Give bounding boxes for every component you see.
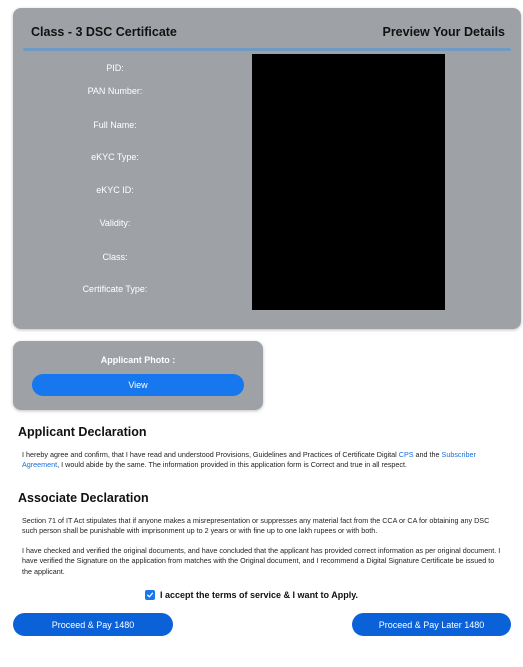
preview-details-card — [13, 8, 521, 329]
field-label-pid: PID: — [106, 63, 124, 73]
checkmark-icon — [146, 591, 154, 599]
card-divider — [23, 48, 511, 51]
associate-declaration-para-1: Section 71 of IT Act stipulates that if anyone makes a misrepresentation or suppresses any material fact from the CCA or CA for obtaining any DSC such person shall be punishable with imprisonment up to 2 years or with fine up to one lakh rupees or with both. — [22, 516, 490, 536]
associate-declaration-heading: Associate Declaration — [18, 491, 149, 505]
associate-declaration-para-2: I have checked and verified the original documents, and have concluded that the applicant has provided correct information as per original document. I have verified the Signature on the application from matches with the Original document, and I recommend a Digital Signature Certificate be issued to the applicant. — [22, 546, 501, 576]
declaration-text-part: I hereby agree and confirm, that I have read and understood Provisions, Guidelines and Practices of Certificate Digital — [22, 450, 399, 459]
proceed-pay-later-button[interactable]: Proceed & Pay Later 1480 — [352, 613, 511, 636]
terms-acceptance-row — [145, 590, 358, 600]
terms-label: I accept the terms of service & I want to Apply. — [160, 590, 359, 600]
subscriber-agreement-link[interactable]: Subscriber Agreement — [22, 450, 476, 470]
preview-details-heading: Preview Your Details — [382, 25, 505, 39]
field-label-pan-number: PAN Number: — [87, 86, 143, 96]
applicant-photo-label: Applicant Photo : — [100, 355, 176, 365]
terms-checkbox[interactable] — [145, 590, 155, 600]
applicant-photo-card — [13, 341, 263, 410]
field-label-certificate-type: Certificate Type: — [82, 284, 148, 294]
field-label-class: Class: — [102, 252, 128, 262]
field-label-ekyc-type: eKYC Type: — [91, 152, 139, 162]
declaration-text-part: , I would abide by the same. The information provided in this application form is Correct and true in all respect. — [57, 460, 408, 470]
proceed-pay-button[interactable]: Proceed & Pay 1480 — [13, 613, 173, 636]
redacted-details-block — [252, 54, 445, 310]
field-label-full-name: Full Name: — [93, 120, 137, 130]
field-label-validity: Validity: — [99, 218, 131, 228]
declaration-text-part: and the — [413, 450, 442, 459]
certificate-class-title: Class - 3 DSC Certificate — [31, 25, 177, 39]
view-photo-button[interactable]: View — [32, 374, 244, 396]
applicant-declaration-text — [22, 450, 502, 471]
field-label-ekyc-id: eKYC ID: — [96, 185, 134, 195]
applicant-declaration-heading: Applicant Declaration — [18, 425, 147, 439]
cps-link[interactable]: CPS — [398, 450, 414, 459]
